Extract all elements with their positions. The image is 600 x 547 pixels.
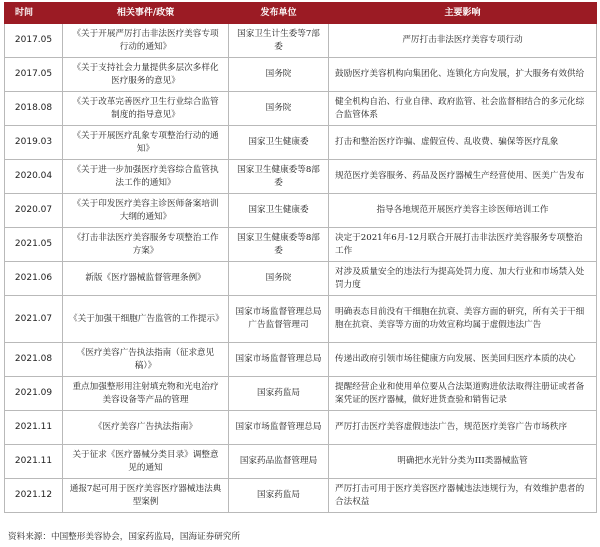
event-cell: 《关于加强干细胞广告监管的工作提示》	[63, 296, 229, 343]
policy-table	[4, 2, 597, 513]
date-cell: 2021.12	[5, 479, 63, 513]
table-header	[5, 3, 597, 24]
unit-cell: 国务院	[229, 262, 329, 296]
event-cell: 《打击非法医疗美容服务专项整治工作方案》	[63, 228, 229, 262]
header-row	[5, 3, 597, 24]
unit-cell: 国家市场监督管理总局	[229, 411, 329, 445]
table-row	[5, 194, 597, 228]
event-cell: 《关于支持社会力量提供多层次多样化医疗服务的意见》	[63, 58, 229, 92]
impact-cell: 健全机构自治、行业自律、政府监管、社会监督相结合的多元化综合监管体系	[329, 92, 597, 126]
unit-cell: 国家药监局	[229, 479, 329, 513]
date-cell: 2020.07	[5, 194, 63, 228]
unit-cell: 国家卫生计生委等7部委	[229, 24, 329, 58]
unit-cell: 国家卫生健康委	[229, 126, 329, 160]
table-row	[5, 377, 597, 411]
table-row	[5, 479, 597, 513]
header-date: 时间	[5, 3, 63, 24]
header-unit: 发布单位	[229, 3, 329, 24]
event-cell: 《关于开展严厉打击非法医疗美容专项行动的通知》	[63, 24, 229, 58]
unit-cell: 国家市场监督管理总局	[229, 343, 329, 377]
event-cell: 《医疗美容广告执法指南》	[63, 411, 229, 445]
table-row	[5, 24, 597, 58]
event-cell: 通报7起可用于医疗美容医疗器械违法典型案例	[63, 479, 229, 513]
unit-cell: 国家市场监督管理总局广告监督管理司	[229, 296, 329, 343]
date-cell: 2021.11	[5, 445, 63, 479]
table-body	[5, 24, 597, 513]
impact-cell: 规范医疗美容服务、药品及医疗器械生产经营使用、医美广告发布	[329, 160, 597, 194]
table-row	[5, 160, 597, 194]
date-cell: 2021.05	[5, 228, 63, 262]
impact-cell: 对涉及质量安全的违法行为提高处罚力度、加大行业和市场禁入处罚力度	[329, 262, 597, 296]
event-cell: 重点加强整形用注射填充物和光电治疗美容设备等产品的管理	[63, 377, 229, 411]
event-cell: 《关于开展医疗乱象专项整治行动的通知》	[63, 126, 229, 160]
impact-cell: 提醒经营企业和使用单位要从合法渠道购进依法取得注册证或者备案凭证的医疗器械，做好进货查验和销售记录	[329, 377, 597, 411]
table-row	[5, 262, 597, 296]
impact-cell: 指导各地规范开展医疗美容主诊医师培训工作	[329, 194, 597, 228]
event-cell: 关于征求《医疗器械分类目录》调整意见的通知	[63, 445, 229, 479]
date-cell: 2021.08	[5, 343, 63, 377]
table-row	[5, 92, 597, 126]
unit-cell: 国务院	[229, 58, 329, 92]
unit-cell: 国家药监局	[229, 377, 329, 411]
date-cell: 2017.05	[5, 58, 63, 92]
unit-cell: 国家卫生健康委等8部委	[229, 160, 329, 194]
header-event: 相关事件/政策	[63, 3, 229, 24]
event-cell: 《关于印发医疗美容主诊医师备案培训大纲的通知》	[63, 194, 229, 228]
table-row	[5, 445, 597, 479]
date-cell: 2020.04	[5, 160, 63, 194]
impact-cell: 严厉打击可用于医疗美容医疗器械违法违规行为，有效维护患者的合法权益	[329, 479, 597, 513]
impact-cell: 决定于2021年6月-12月联合开展打击非法医疗美容服务专项整治工作	[329, 228, 597, 262]
table-row	[5, 296, 597, 343]
impact-cell: 明确把水光针分类为III类器械监管	[329, 445, 597, 479]
header-impact: 主要影响	[329, 3, 597, 24]
unit-cell: 国家卫生健康委等8部委	[229, 228, 329, 262]
impact-cell: 严厉打击医疗美容虚假违法广告，规范医疗美容广告市场秩序	[329, 411, 597, 445]
unit-cell: 国家卫生健康委	[229, 194, 329, 228]
event-cell: 《关于改革完善医疗卫生行业综合监管制度的指导意见》	[63, 92, 229, 126]
table-row	[5, 126, 597, 160]
date-cell: 2017.05	[5, 24, 63, 58]
date-cell: 2018.08	[5, 92, 63, 126]
table-row	[5, 411, 597, 445]
unit-cell: 国务院	[229, 92, 329, 126]
date-cell: 2019.03	[5, 126, 63, 160]
date-cell: 2021.07	[5, 296, 63, 343]
date-cell: 2021.06	[5, 262, 63, 296]
source-note: 资料来源：中国整形美容协会，国家药监局，国海证券研究所	[8, 532, 241, 542]
date-cell: 2021.11	[5, 411, 63, 445]
impact-cell: 鼓励医疗美容机构向集团化、连锁化方向发展，扩大服务有效供给	[329, 58, 597, 92]
impact-cell: 传递出政府引领市场往健康方向发展、医美回归医疗本质的决心	[329, 343, 597, 377]
event-cell: 《医疗美容广告执法指南（征求意见稿）》	[63, 343, 229, 377]
date-cell: 2021.09	[5, 377, 63, 411]
unit-cell: 国家药品监督管理局	[229, 445, 329, 479]
impact-cell: 明确表态目前没有干细胞在抗衰、美容方面的研究，所有关于干细胞在抗衰、美容等方面的功效宣称均属于虚假违法广告	[329, 296, 597, 343]
event-cell: 新版《医疗器械监督管理条例》	[63, 262, 229, 296]
table-row	[5, 228, 597, 262]
event-cell: 《关于进一步加强医疗美容综合监管执法工作的通知》	[63, 160, 229, 194]
impact-cell: 严厉打击非法医疗美容专项行动	[329, 24, 597, 58]
table-row	[5, 58, 597, 92]
table-row	[5, 343, 597, 377]
impact-cell: 打击和整治医疗诈骗、虚假宣传、乱收费、骗保等医疗乱象	[329, 126, 597, 160]
